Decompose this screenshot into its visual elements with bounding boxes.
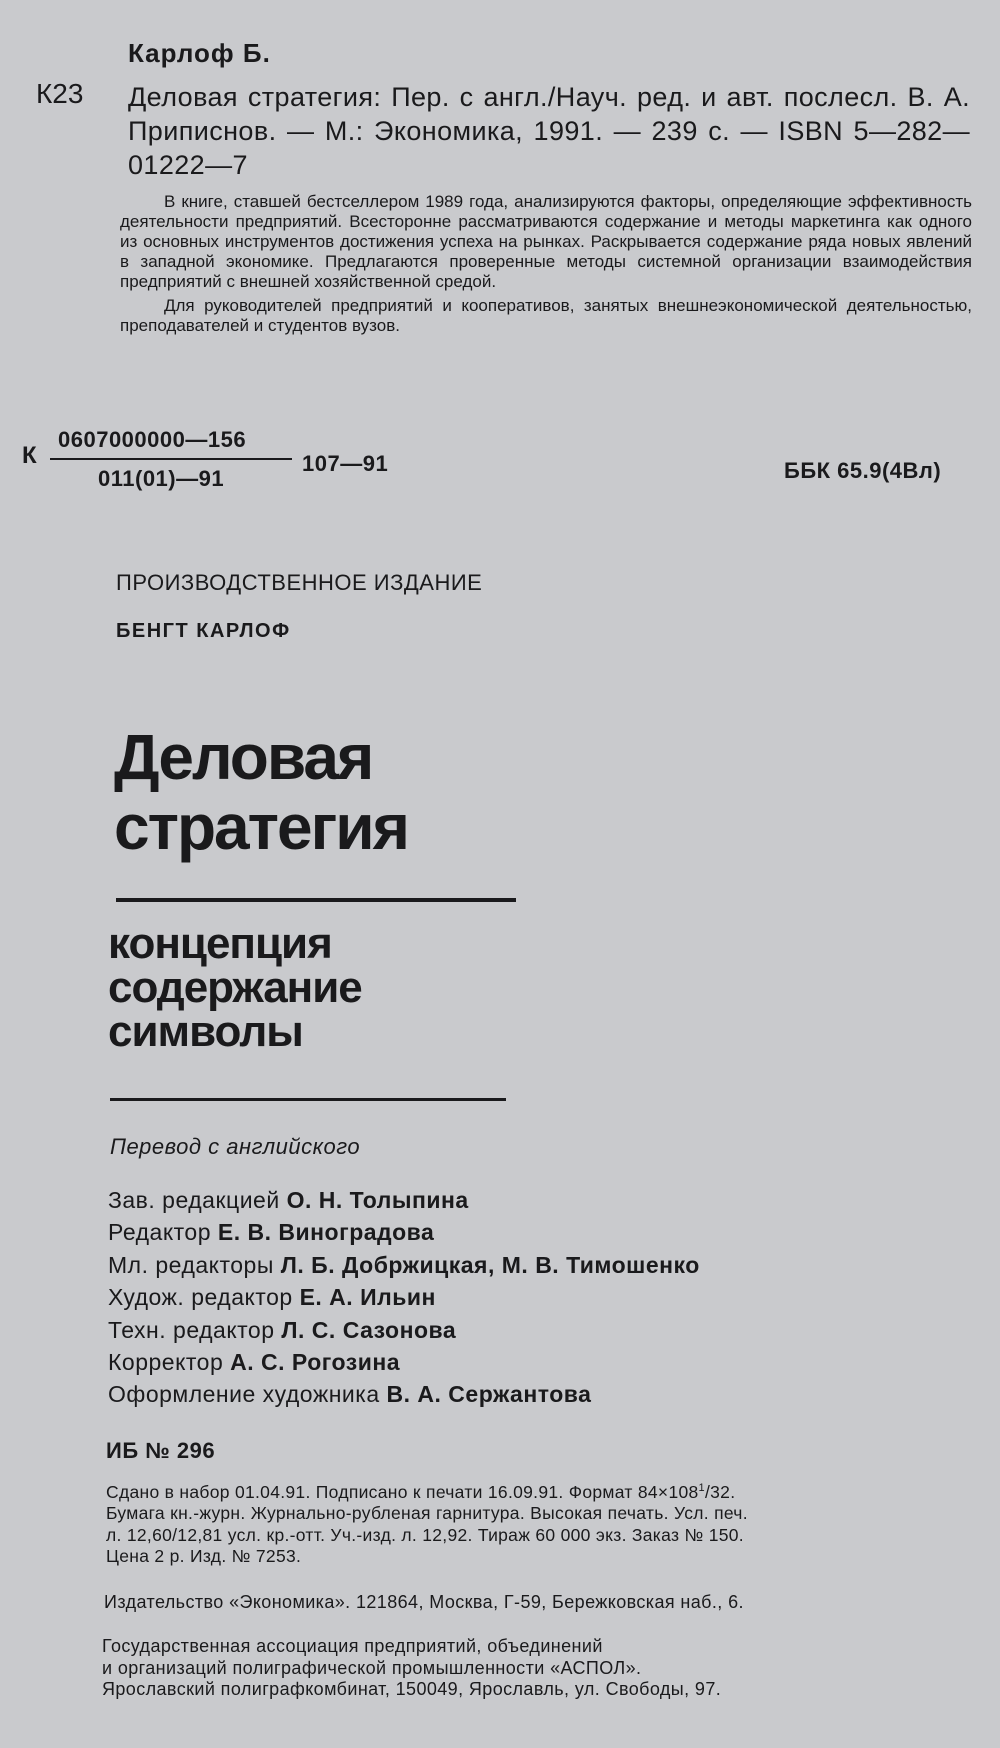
book-subtitle [108, 919, 362, 1056]
credit-role: Редактор [108, 1219, 212, 1246]
annotation-paragraph: В книге, ставшей бестселлером 1989 года, анализируются факторы, определяющие эффективность деятельности предприятий. Всесторонне рассматриваются содержание и методы маркетинга как одного из основных инструментов достижения успеха на рынках. Раскрывается содержание ряда новых явлений в западной экономике. Предлагаются проверенные методы системной организации взаимодействия предприятий с внешней хозяйственной средой. [120, 192, 972, 291]
book-title [114, 722, 574, 862]
credit-role: Корректор [108, 1349, 224, 1376]
credit-row [108, 1314, 700, 1346]
print-line: л. 12,60/12,81 усл. кр.-отт. Уч.-изд. л. 12,92. Тираж 60 000 экз. Заказ № 150. [106, 1524, 744, 1545]
card-author: Карлоф Б. [128, 38, 271, 68]
credit-row [108, 1184, 700, 1216]
print-data [106, 1478, 970, 1568]
printer-line: Ярославский полиграфкомбинат, 150049, Ярославль, ул. Свободы, 97. [102, 1679, 722, 1699]
credit-name: Е. А. Ильин [299, 1284, 436, 1311]
printer-info [102, 1636, 721, 1701]
credit-role: Оформление художника [108, 1381, 380, 1408]
catalog-side-number: 107—91 [302, 451, 389, 476]
format-end: /32. [704, 1481, 736, 1502]
credit-role: Худож. редактор [108, 1284, 293, 1311]
credit-role: Мл. редакторы [108, 1251, 274, 1278]
title-line-1: Деловая [114, 721, 373, 793]
credit-row [108, 1216, 700, 1248]
title-line-2: стратегия [114, 791, 408, 863]
catalog-letter: К [22, 442, 37, 469]
author-full-name: БЕНГТ КАРЛОФ [116, 620, 291, 642]
subtitle-line-1: концепция [108, 919, 332, 968]
credit-name: В. А. Сержантова [386, 1381, 592, 1408]
credit-name: Л. С. Сазонова [281, 1316, 457, 1343]
subtitle-line-3: символы [108, 1007, 303, 1056]
credit-name: Л. Б. Добржицкая, М. В. Тимошенко [280, 1251, 700, 1278]
credit-row [108, 1346, 700, 1378]
publisher-address: Издательство «Экономика». 121864, Москва, Г-59, Бережковская наб., 6. [104, 1592, 744, 1612]
credit-name: А. С. Рогозина [230, 1349, 401, 1376]
card-code: К23 [36, 78, 84, 109]
print-line-text: Сдано в набор 01.04.91. Подписано к печати 16.09.91. Формат 84×108 [106, 1481, 699, 1502]
credit-name: Е. В. Виноградова [217, 1219, 435, 1246]
print-line: Цена 2 р. Изд. № 7253. [106, 1546, 302, 1567]
annotation-audience: Для руководителей предприятий и кооперативов, занятых внешнеэкономической деятельностью, преподавателей и студентов вузов. [120, 296, 972, 335]
catalog-fraction-line [50, 458, 292, 460]
format-sup: 1 [698, 1482, 705, 1494]
credits-list [108, 1184, 700, 1411]
printer-line: Государственная ассоциация предприятий, объединений [102, 1636, 603, 1656]
title-rule [116, 898, 516, 902]
credit-role: Техн. редактор [108, 1316, 275, 1343]
annotation [120, 192, 972, 336]
print-line: Бумага кн.-журн. Журнально-рубленая гарнитура. Высокая печать. Усл. печ. [106, 1503, 748, 1524]
credit-role: Зав. редакцией [108, 1187, 280, 1213]
translation-note: Перевод с английского [110, 1134, 361, 1159]
subtitle-line-2: содержание [108, 963, 362, 1012]
bbk-index: ББК 65.9(4Вл) [784, 458, 942, 483]
catalog-numerator: 0607000000—156 [58, 427, 247, 452]
bibliographic-description: Деловая стратегия: Пер. с англ./Науч. ред. и авт. послесл. В. А. Приписнов. — М.: Экономика, 1991. — 239 с. — ISBN 5—282—01222—7 [128, 82, 970, 180]
printer-line: и организаций полиграфической промышленности «АСПОЛ». [102, 1657, 642, 1678]
print-line [106, 1478, 970, 1503]
catalog-denominator: 011(01)—91 [98, 466, 225, 491]
subtitle-rule [110, 1098, 506, 1101]
credit-name: О. Н. Толыпина [286, 1187, 469, 1213]
edition-type: ПРОИЗВОДСТВЕННОЕ ИЗДАНИЕ [116, 570, 483, 595]
credit-row [108, 1378, 700, 1410]
ib-number: ИБ № 296 [106, 1438, 216, 1463]
credit-row [108, 1249, 700, 1281]
credit-row [108, 1281, 700, 1313]
